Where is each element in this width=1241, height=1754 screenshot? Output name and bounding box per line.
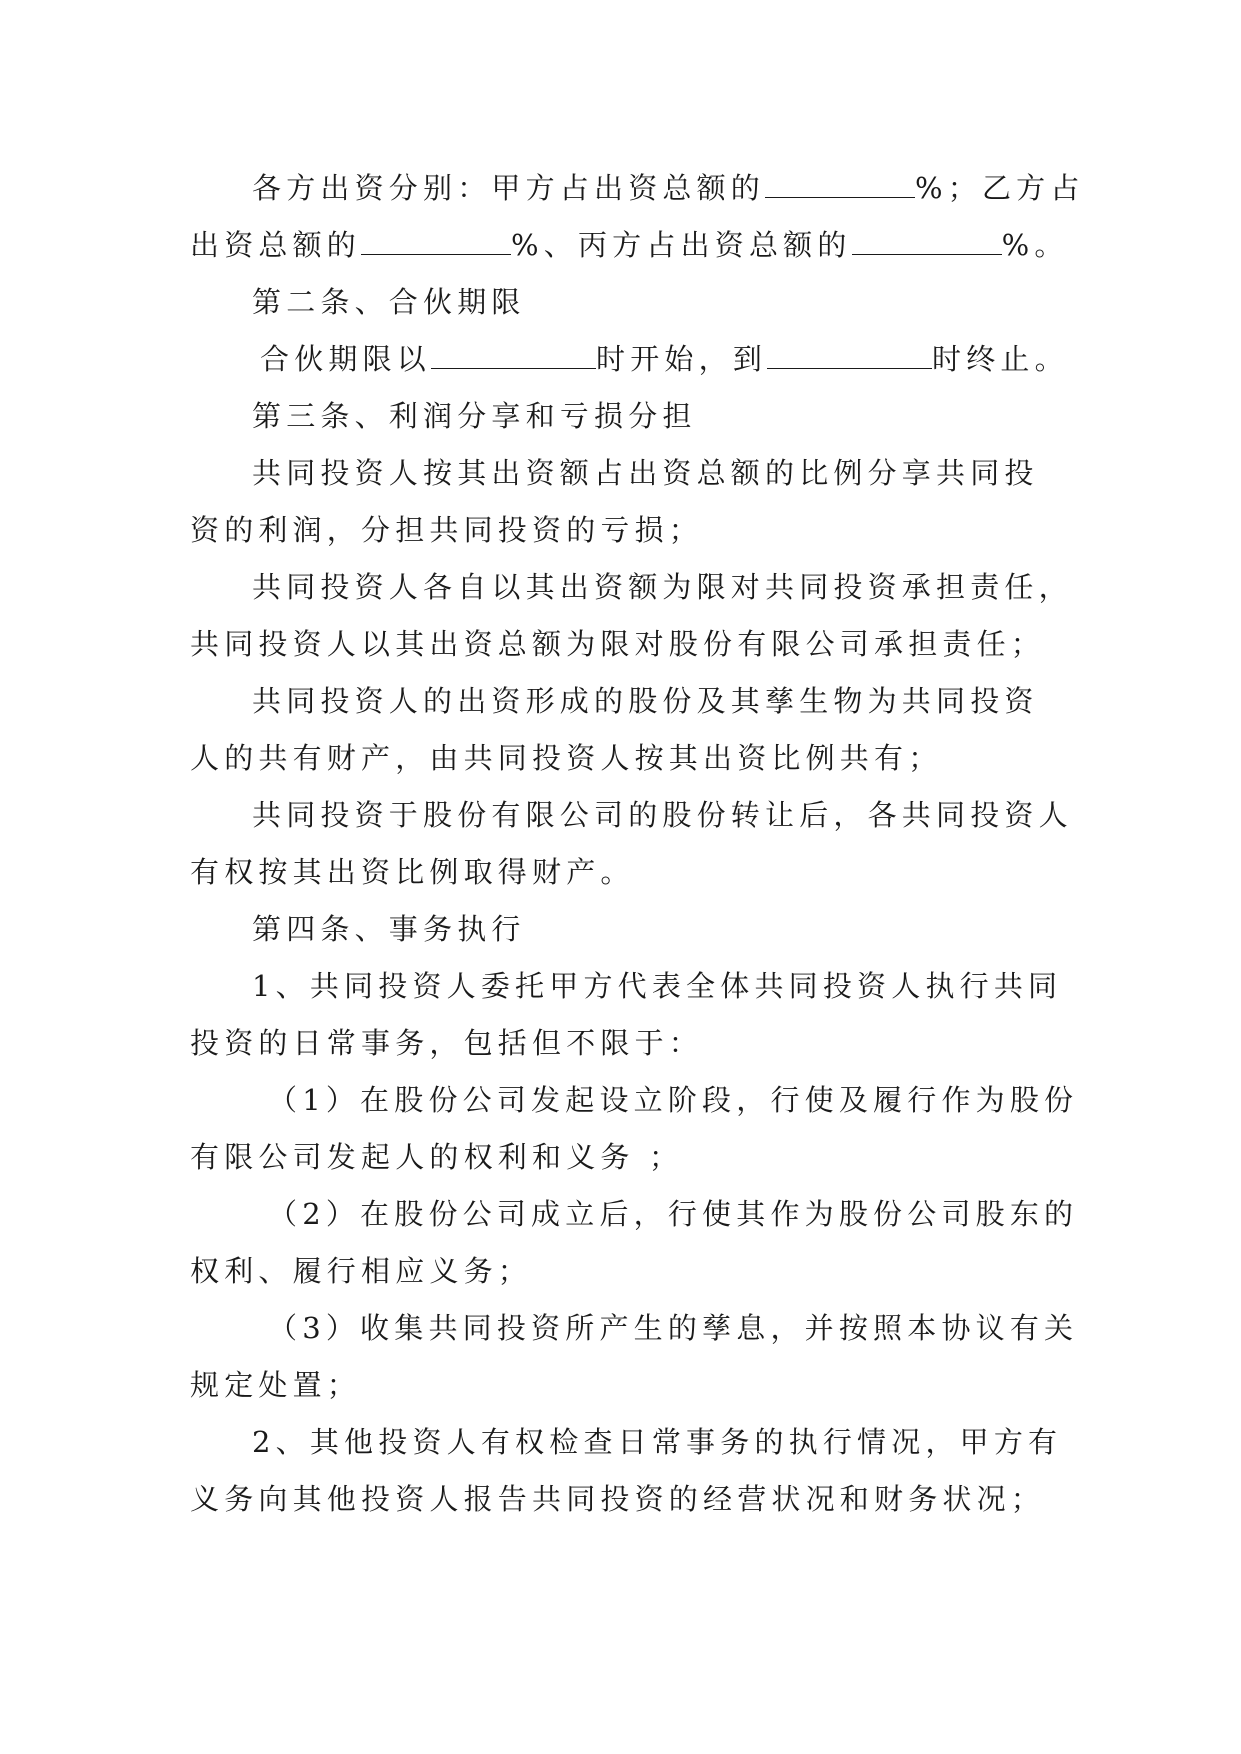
article-4-item-2-line-1: 2、其他投资人有权检查日常事务的执行情况，甲方有: [252, 1425, 1063, 1459]
text-segment: 时终止。: [932, 342, 1069, 376]
article-4-item-2-line-2: 义务向其他投资人报告共同投资的经营状况和财务状况；: [190, 1482, 1046, 1516]
text-segment: 出资总额的: [190, 228, 362, 262]
text-segment: 合伙期限以: [260, 342, 432, 376]
article-4-sub-3-line-1: （3）收集共同投资所产生的孳息，并按照本协议有关: [268, 1311, 1079, 1345]
article-4-sub-2-line-2: 权利、履行相应义务；: [190, 1254, 533, 1288]
document-body: [190, 160, 1085, 1528]
article-4-sub-1-line-2: 有限公司发起人的权利和义务 ；: [190, 1140, 684, 1174]
blank-party-c-percent: [852, 222, 1002, 255]
article-4-sub-1-line-1: （1）在股份公司发起设立阶段，行使及履行作为股份: [268, 1083, 1079, 1117]
term-line: [190, 331, 1069, 388]
article-3-para-1-line-1: 共同投资人按其出资额占出资总额的比例分享共同投: [252, 456, 1039, 490]
article-2-title: 第二条、合伙期限: [252, 285, 526, 319]
text-segment: 各方出资分别：甲方占出资总额的: [252, 171, 766, 205]
blank-party-b-percent: [361, 222, 511, 255]
article-4-item-1-line-1: 1、共同投资人委托甲方代表全体共同投资人执行共同: [252, 969, 1063, 1003]
article-4-sub-3-line-2: 规定处置；: [190, 1368, 362, 1402]
article-3-para-1-line-2: 资的利润，分担共同投资的亏损；: [190, 513, 704, 547]
blank-party-a-percent: [765, 165, 915, 198]
article-3-title: 第三条、利润分享和亏损分担: [252, 399, 697, 433]
article-3-para-2-line-2: 共同投资人以其出资总额为限对股份有限公司承担责任；: [190, 627, 1046, 661]
article-4-item-1-line-2: 投资的日常事务，包括但不限于：: [190, 1026, 704, 1060]
text-segment: %；乙方占: [915, 171, 1085, 205]
article-3-para-3-line-2: 人的共有财产，由共同投资人按其出资比例共有；: [190, 741, 943, 775]
blank-end-date: [767, 336, 932, 369]
text-segment: %、丙方占出资总额的: [511, 228, 852, 262]
article-3-para-2-line-1: 共同投资人各自以其出资额为限对共同投资承担责任，: [252, 570, 1073, 604]
blank-start-date: [431, 336, 596, 369]
contribution-line-1: [190, 160, 1085, 217]
article-4-title: 第四条、事务执行: [252, 912, 526, 946]
text-segment: %。: [1001, 228, 1069, 262]
article-3-para-4-line-2: 有权按其出资比例取得财产。: [190, 855, 635, 889]
article-3-para-3-line-1: 共同投资人的出资形成的股份及其孳生物为共同投资: [252, 684, 1039, 718]
article-4-sub-2-line-1: （2）在股份公司成立后，行使其作为股份公司股东的: [268, 1197, 1079, 1231]
text-segment: 时开始，到: [596, 342, 768, 376]
contribution-line-2: [190, 217, 1069, 274]
article-3-para-4-line-1: 共同投资于股份有限公司的股份转让后，各共同投资人: [252, 798, 1073, 832]
